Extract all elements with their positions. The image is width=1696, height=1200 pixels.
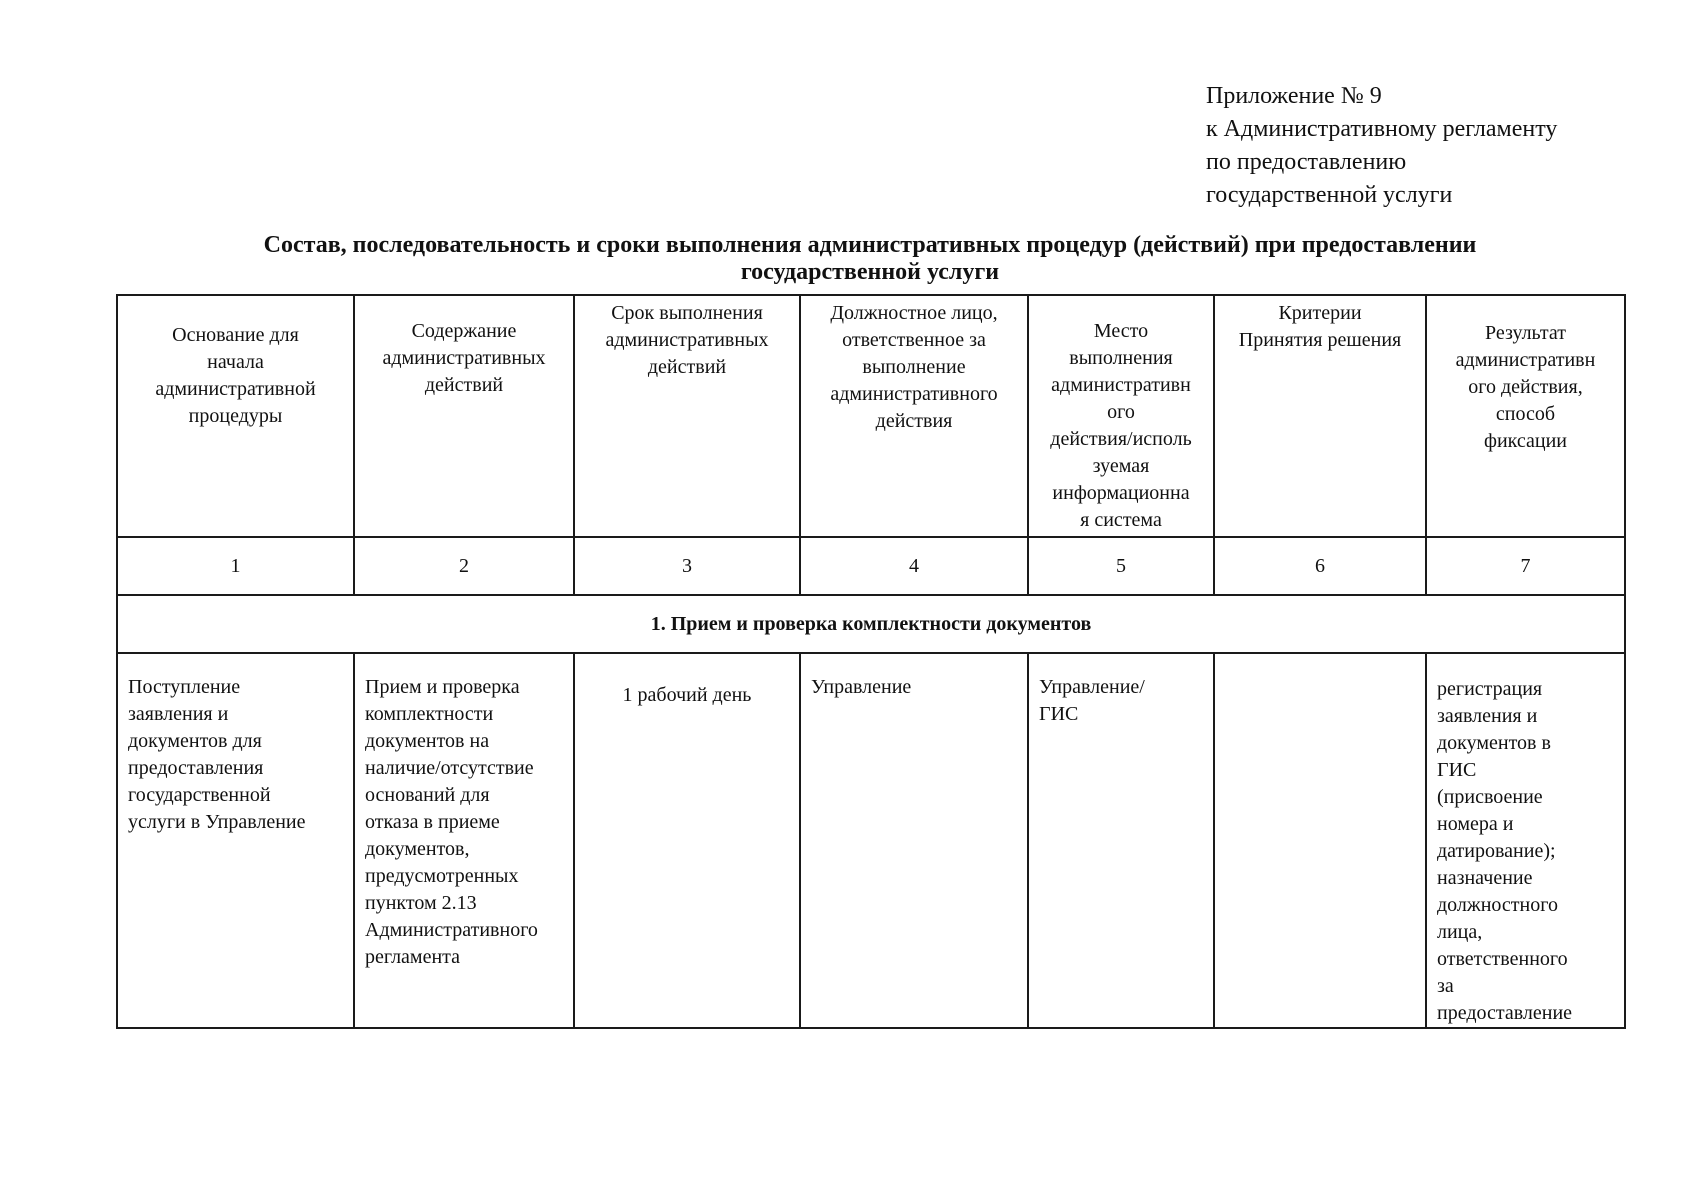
cell-text-line: наличие/отсутствие — [365, 757, 534, 779]
cell-text-line: назначение — [1437, 867, 1533, 889]
cell-text-line: действий — [647, 356, 727, 378]
cell-text-line: информационна — [1052, 482, 1190, 504]
cell-text-line: государственной — [128, 784, 271, 806]
cell-text-line: действия — [875, 410, 953, 432]
document-title — [120, 232, 1620, 286]
cell-text-line: административных — [605, 329, 769, 351]
cell-text-line: услуги в Управление — [128, 811, 306, 833]
cell-text-line: ого действия, — [1468, 376, 1583, 398]
cell-text-line: ответственного — [1437, 948, 1568, 970]
cell-text-line: административн — [1051, 374, 1191, 396]
cell-text-line: отказа в приеме — [365, 811, 500, 833]
header-cell — [354, 295, 574, 537]
cell-text-line: Управление — [811, 676, 912, 698]
cell-text-line: документов для — [128, 730, 262, 752]
cell-text-line: заявления и — [1437, 705, 1538, 727]
cell-text-line: процедуры — [188, 405, 283, 427]
annex-line: Приложение № 9 — [1206, 83, 1382, 109]
header-cell — [117, 295, 354, 537]
column-number: 3 — [574, 537, 800, 595]
cell-text-line: предоставление — [1437, 1002, 1573, 1024]
cell-deadline — [574, 653, 800, 1028]
cell-text-line: действий — [424, 374, 504, 396]
cell-text-line: Основание для — [172, 324, 299, 346]
column-number: 2 — [354, 537, 574, 595]
cell-text-line: предусмотренных — [365, 865, 519, 887]
cell-text-line: документов, — [365, 838, 470, 860]
annex-line: к Административному регламенту — [1206, 116, 1558, 142]
column-number: 7 — [1426, 537, 1625, 595]
annex-line: по предоставлению — [1206, 149, 1407, 175]
header-cell — [800, 295, 1028, 537]
cell-text-line: регламента — [365, 946, 461, 968]
cell-text-line: Административного — [365, 919, 538, 941]
cell-text-line: выполнения — [1069, 347, 1173, 369]
column-number: 5 — [1028, 537, 1214, 595]
cell-text-line: комплектности — [365, 703, 494, 725]
cell-place — [1028, 653, 1214, 1028]
cell-text-line: Принятия решения — [1238, 329, 1402, 351]
cell-text-line: административных — [382, 347, 546, 369]
cell-text-line: административного — [830, 383, 998, 405]
cell-text-line: способ — [1495, 403, 1556, 425]
cell-text-line: административной — [155, 378, 316, 400]
procedures-table — [116, 294, 1626, 1029]
cell-official — [800, 653, 1028, 1028]
cell-text-line: Срок выполнения — [611, 302, 763, 324]
cell-text-line: Результат — [1484, 322, 1566, 344]
column-number: 4 — [800, 537, 1028, 595]
cell-content — [354, 653, 574, 1028]
cell-text-line: выполнение — [862, 356, 966, 378]
cell-text-line: документов на — [365, 730, 490, 752]
cell-text-line: ГИС — [1039, 703, 1079, 725]
header-row — [117, 295, 1625, 537]
cell-text-line: номера и — [1437, 813, 1514, 835]
section-row — [117, 595, 1625, 653]
cell-text-line: регистрация — [1437, 678, 1543, 700]
column-number: 1 — [117, 537, 354, 595]
cell-text-line: Место — [1093, 320, 1149, 342]
cell-text-line: действия/исполь — [1050, 428, 1192, 450]
cell-text-line: заявления и — [128, 703, 229, 725]
cell-basis — [117, 653, 354, 1028]
title-line: государственной услуги — [740, 259, 1000, 285]
cell-text-line: ответственное за — [842, 329, 986, 351]
cell-text-line: ого — [1107, 401, 1135, 423]
cell-text-line: ГИС — [1437, 759, 1477, 781]
cell-text-line: 1 рабочий день — [622, 684, 752, 706]
header-cell — [574, 295, 800, 537]
cell-text-line: зуемая — [1092, 455, 1150, 477]
column-number-row — [117, 537, 1625, 595]
cell-text-line: административн — [1455, 349, 1596, 371]
annex-line: государственной услуги — [1206, 182, 1453, 208]
cell-text-line: документов в — [1437, 732, 1551, 754]
cell-result — [1426, 653, 1625, 1028]
cell-text-line: пунктом 2.13 — [365, 892, 477, 914]
cell-text-line: Управление/ — [1039, 676, 1145, 698]
annex-block — [1206, 80, 1557, 212]
cell-text-line: фиксации — [1484, 430, 1567, 452]
cell-text-line: Поступление — [128, 676, 241, 698]
cell-criteria — [1214, 653, 1426, 1028]
section-title: 1. Прием и проверка комплектности документов — [117, 595, 1625, 653]
cell-text-line: (присвоение — [1437, 786, 1543, 808]
header-cell — [1214, 295, 1426, 537]
column-number: 6 — [1214, 537, 1426, 595]
cell-text-line: должностного — [1437, 894, 1558, 916]
cell-text-line: Должностное лицо, — [830, 302, 998, 324]
cell-text-line: я система — [1080, 509, 1162, 531]
title-line: Состав, последовательность и сроки выполнения административных процедур (действий) при предоставлении — [263, 232, 1477, 258]
cell-text-line: датирование); — [1437, 840, 1556, 862]
cell-text-line: оснований для — [365, 784, 490, 806]
cell-text-line: Прием и проверка — [365, 676, 520, 698]
cell-text-line: Критерии — [1278, 302, 1362, 324]
table-row — [117, 653, 1625, 1028]
cell-text-line: предоставления — [128, 757, 264, 779]
cell-text-line: Содержание — [411, 320, 517, 342]
cell-text-line: начала — [207, 351, 264, 373]
cell-text-line: лица, — [1437, 921, 1483, 943]
header-cell — [1426, 295, 1625, 537]
header-cell — [1028, 295, 1214, 537]
cell-text-line: за — [1437, 975, 1454, 997]
